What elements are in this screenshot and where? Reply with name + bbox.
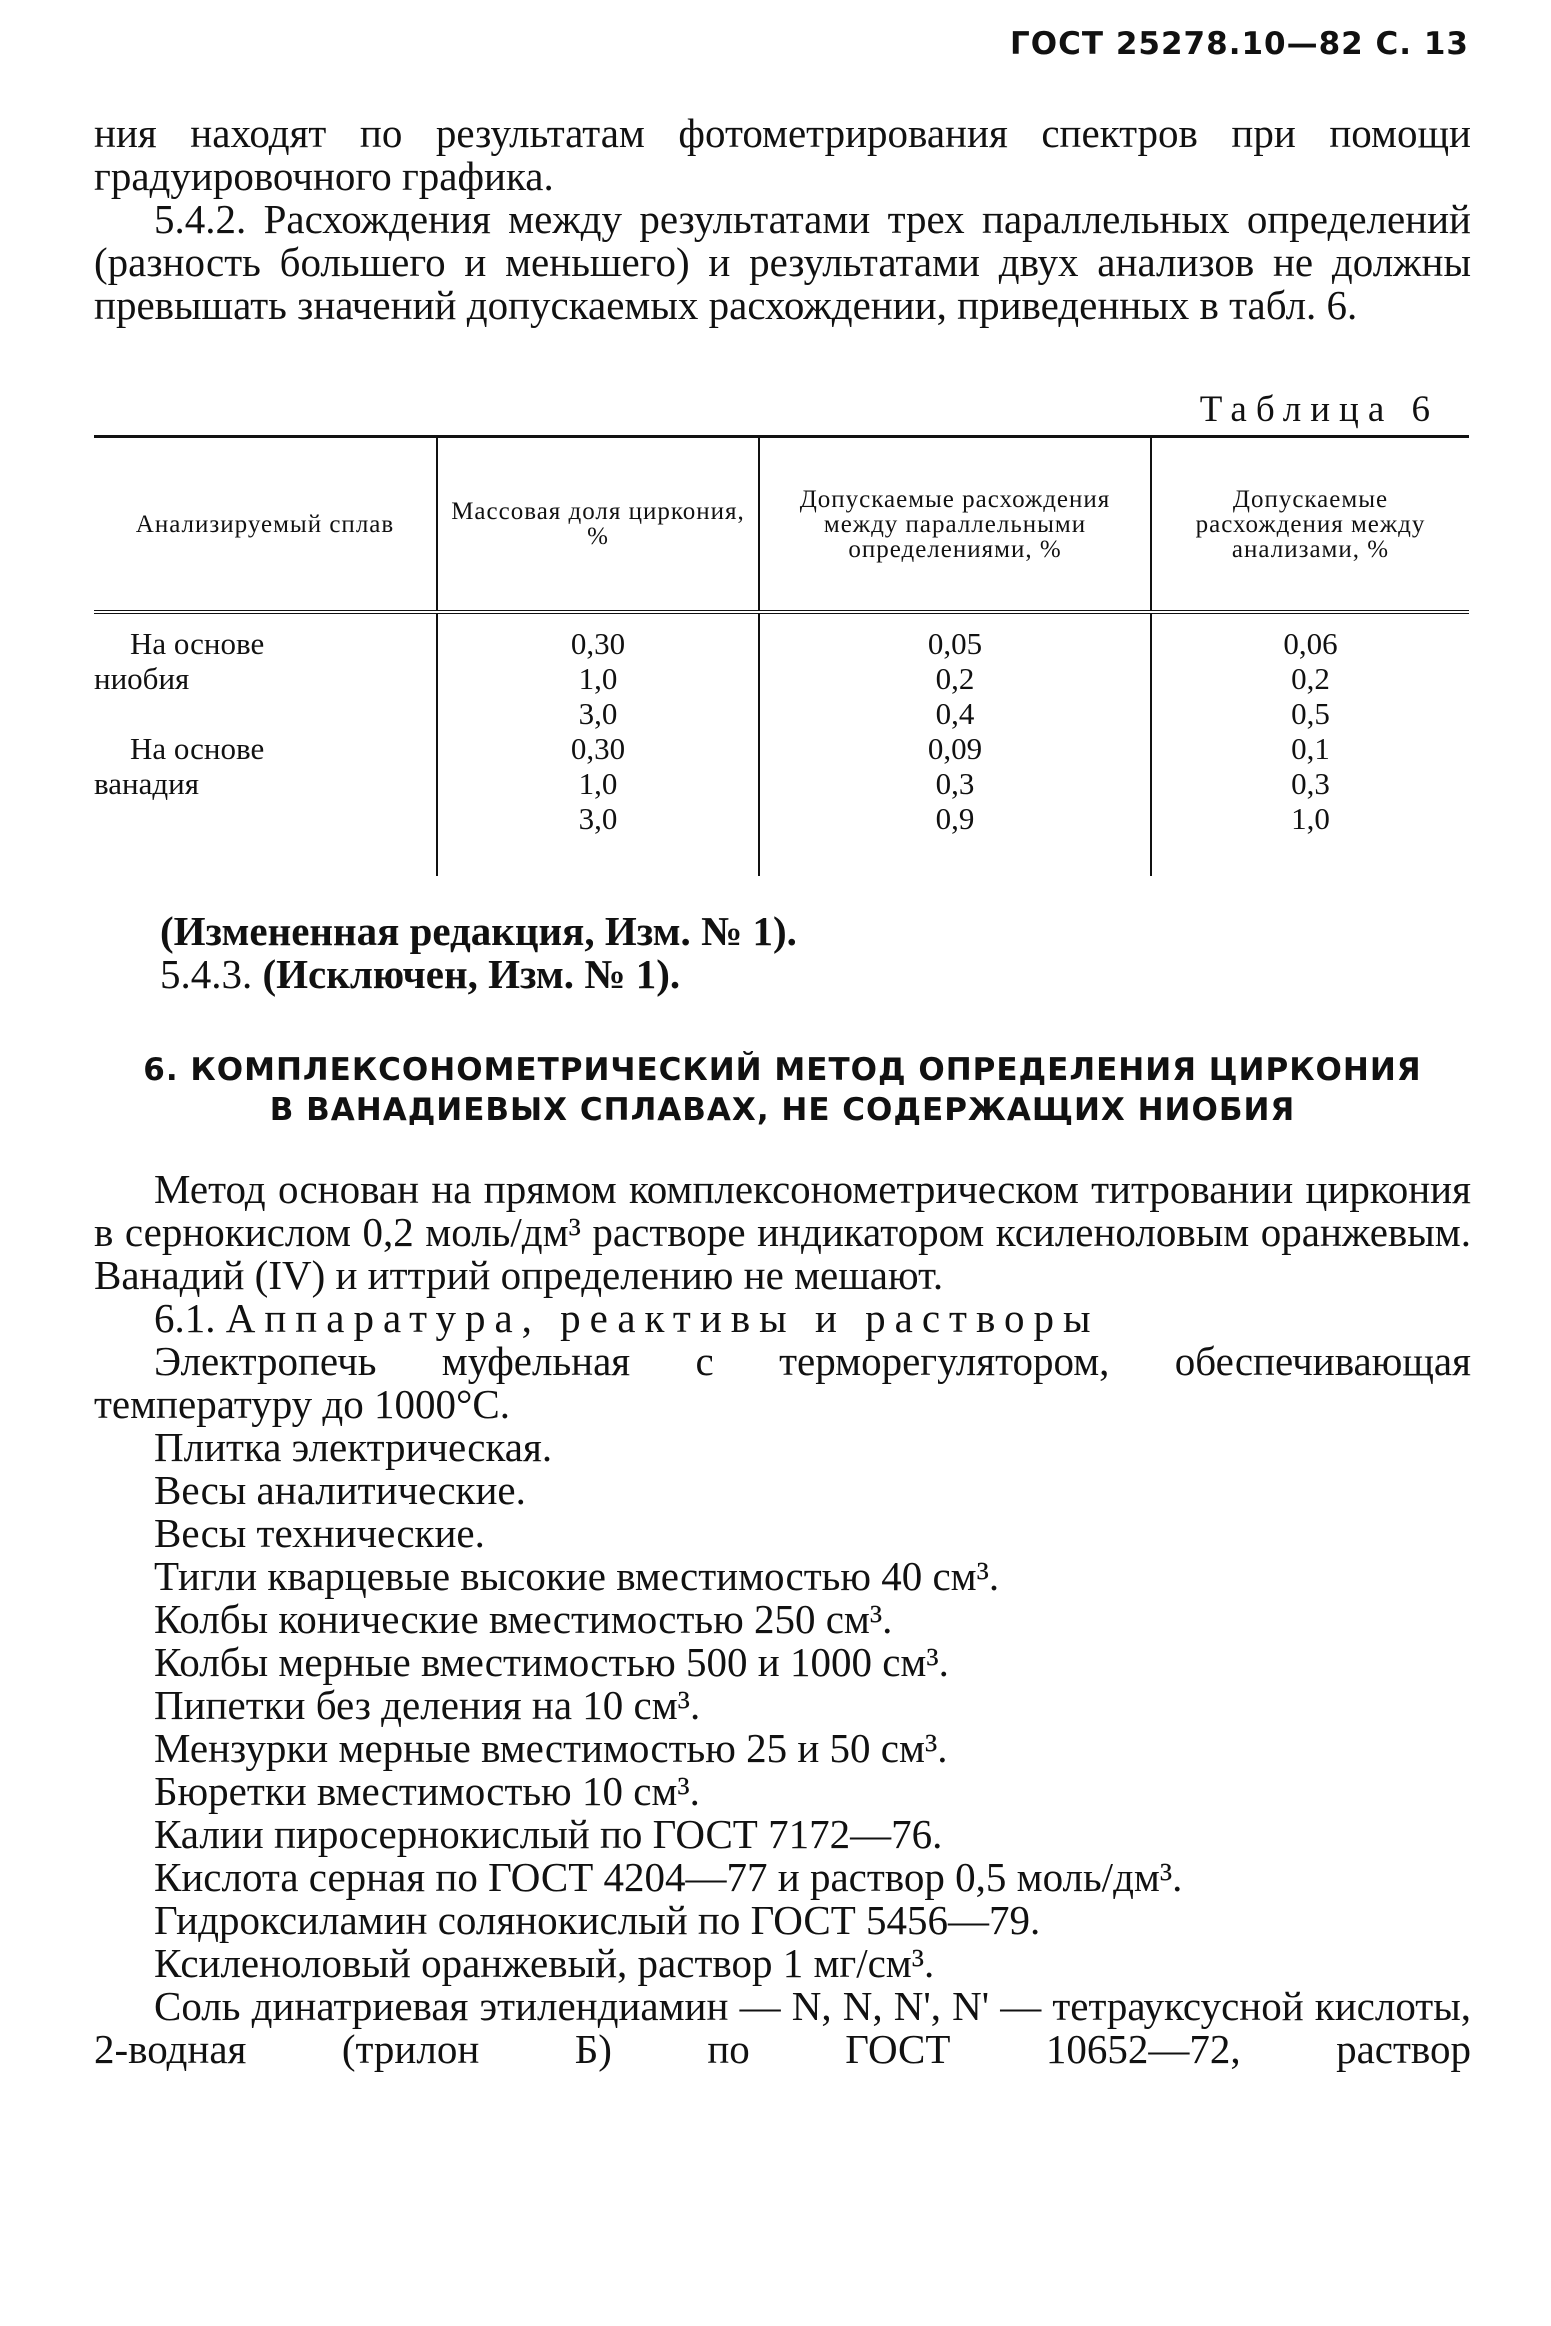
header-analyses-tolerance: Допускаемые расхождения между анализами, %: [1151, 437, 1469, 613]
clause-5-4-2: 5.4.2. Расхождения между результатами трех параллельных определений (разность большего и меньшего) и результатами двух анализов не должны превышать значений допускаемых расхождении, приведенных в табл. 6.: [94, 196, 1471, 328]
parallel-value: 0,9: [935, 801, 975, 836]
parallel-value: 0,3: [935, 766, 975, 801]
section-title-line1: 6. КОМПЛЕКСОНОМЕТРИЧЕСКИЙ МЕТОД ОПРЕДЕЛЕНИЯ ЦИРКОНИЯ: [143, 1052, 1422, 1088]
list-item: Колбы конические вместимостью 250 см³.: [154, 1596, 893, 1642]
mass-fraction-cell: [437, 612, 759, 876]
analyses-value: 1,0: [1291, 801, 1330, 836]
list-item: Кислота серная по ГОСТ 4204—77 и раствор 0,5 моль/дм³.: [154, 1854, 1183, 1900]
analyses-value: 0,1: [1291, 731, 1330, 766]
tolerance-table: [94, 435, 1469, 876]
amended-note: (Измененная редакция, Изм. № 1).: [160, 908, 797, 954]
mass-value: 1,0: [578, 766, 618, 801]
parallel-value: 0,05: [927, 626, 983, 661]
list-item: Гидроксиламин солянокислый по ГОСТ 5456—79.: [154, 1897, 1041, 1943]
intro-paragraph: ния находят по результатам фотометрирования спектров при помощи градуировочного графика.: [94, 110, 1471, 199]
table-row: [94, 612, 1469, 876]
list-item: Весы технические.: [154, 1510, 485, 1556]
list-item: Мензурки мерные вместимостью 25 и 50 см³.: [154, 1725, 948, 1771]
parallel-value: 0,2: [935, 661, 975, 696]
section-title-line2: В ВАНАДИЕВЫХ СПЛАВАХ, НЕ СОДЕРЖАЩИХ НИОБИЯ: [269, 1092, 1296, 1128]
method-paragraph: Метод основан на прямом комплексонометрическом титровании циркония в сернокислом 0,2 моль/дм³ растворе индикатором ксиленоловым оранжевым. Ванадий (IV) и иттрий определению не мешают.: [94, 1166, 1471, 1298]
header-parallel-tolerance: Допускаемые расхождения между параллельными определениями, %: [759, 437, 1151, 613]
equipment-paragraph: Электропечь муфельная с терморегулятором, обеспечивающая температуру до 1000°С.: [94, 1338, 1471, 1427]
list-item: Плитка электрическая.: [154, 1424, 553, 1470]
subsection-title: Аппаратура, реактивы и растворы: [225, 1295, 1100, 1341]
alloy-niobium-line2: ниобия: [94, 661, 190, 696]
list-item: Бюретки вместимостью 10 см³.: [154, 1768, 700, 1814]
excluded-number: 5.4.3.: [160, 951, 253, 997]
section-6-title: [94, 1050, 1471, 1130]
mass-value: 1,0: [578, 661, 618, 696]
list-item: Калии пиросернокислый по ГОСТ 7172—76.: [154, 1811, 943, 1857]
list-item: Весы аналитические.: [154, 1467, 526, 1513]
excluded-text: (Исключен, Изм. № 1).: [262, 951, 681, 997]
alloy-niobium-line1: На основе: [130, 626, 265, 661]
mass-value: 0,30: [570, 626, 626, 661]
parallel-value: 0,4: [935, 696, 975, 731]
header-mass-fraction: Массовая доля циркония, %: [437, 437, 759, 613]
analyses-tolerance-cell: [1151, 612, 1469, 876]
analyses-value: 0,3: [1291, 766, 1330, 801]
list-item: Пипетки без деления на 10 см³.: [154, 1682, 701, 1728]
mass-value: 3,0: [578, 696, 618, 731]
intro-block: [94, 112, 1471, 327]
subsection-number: 6.1.: [154, 1295, 216, 1341]
list-item: Колбы мерные вместимостью 500 и 1000 см³.: [154, 1639, 949, 1685]
analyses-value: 0,2: [1291, 661, 1330, 696]
subsection-6-1: [94, 1297, 1471, 1340]
section-6-body: [94, 1168, 1471, 2071]
mass-value: 3,0: [578, 801, 618, 836]
list-item: Ксиленоловый оранжевый, раствор 1 мг/см³.: [154, 1940, 935, 1986]
table-caption: Таблица 6: [1199, 389, 1439, 430]
alloy-vanadium-line1: На основе: [130, 731, 265, 766]
list-item: Тигли кварцевые высокие вместимостью 40 см³.: [154, 1553, 1000, 1599]
analyses-value: 0,06: [1283, 626, 1338, 661]
alloy-cell: [94, 612, 437, 876]
last-paragraph: Соль динатриевая этилендиамин — N, N, N', N' — тетрауксусной кислоты, 2-водная (трилон Б) по ГОСТ 10652—72, раствор: [94, 1983, 1471, 2072]
analyses-value: 0,5: [1291, 696, 1330, 731]
page-header: ГОСТ 25278.10—82 С. 13: [1010, 26, 1469, 62]
header-alloy: Анализируемый сплав: [94, 437, 437, 613]
parallel-value: 0,09: [927, 731, 983, 766]
alloy-vanadium-line2: ванадия: [94, 766, 199, 801]
mass-value: 0,30: [570, 731, 626, 766]
excluded-note: [160, 953, 680, 996]
parallel-tolerance-cell: [759, 612, 1151, 876]
